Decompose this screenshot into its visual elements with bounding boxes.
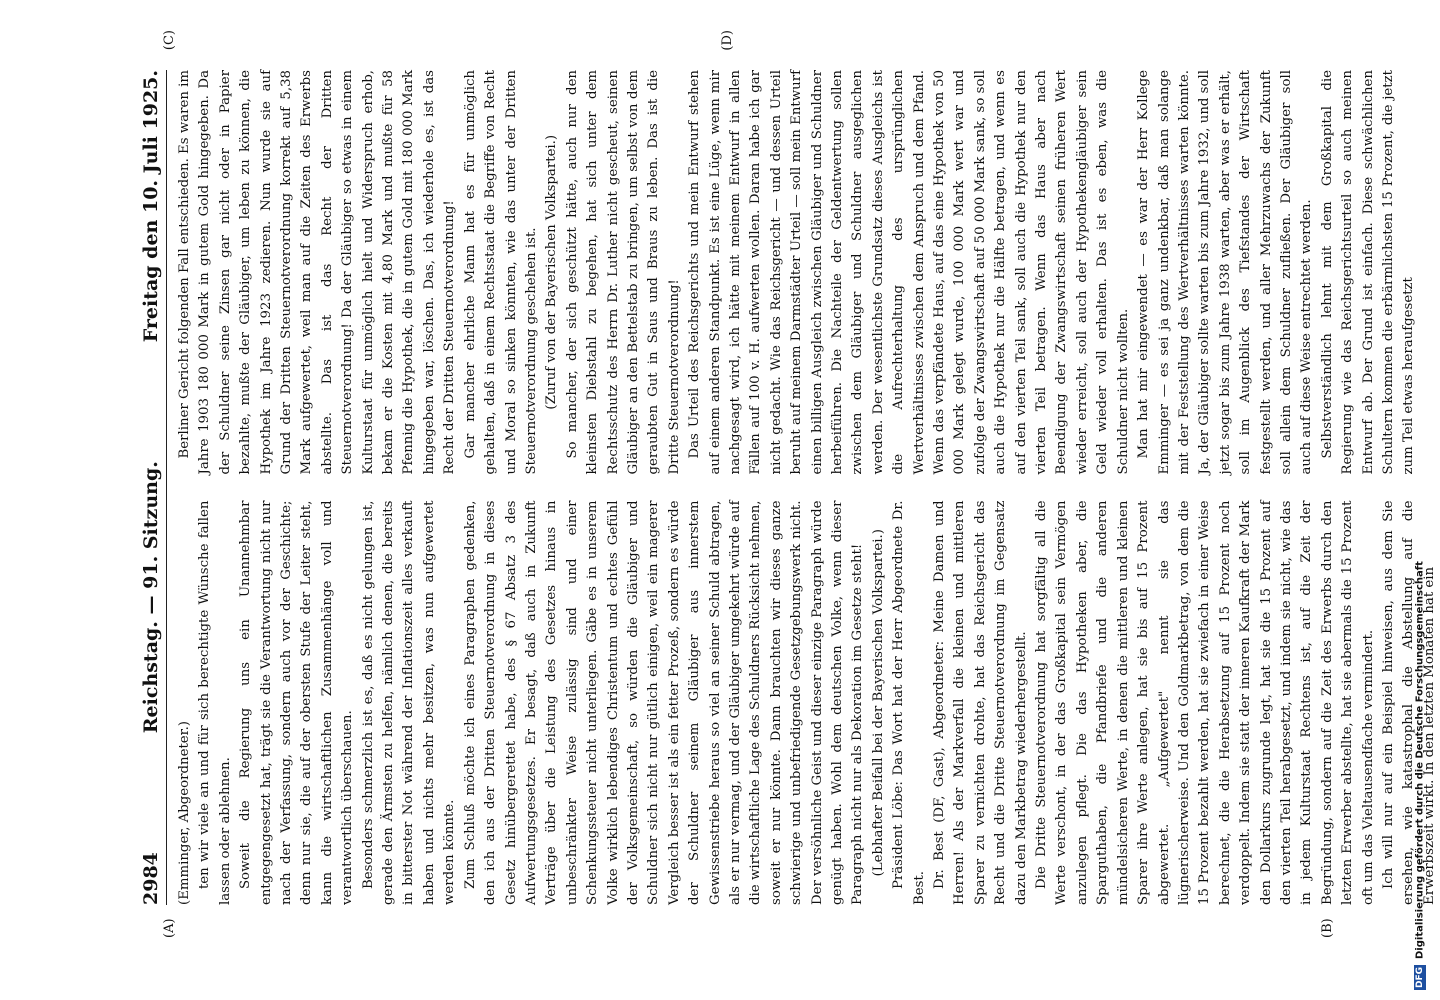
page-header: [140, 70, 167, 905]
margin-mark-d: (D): [720, 30, 735, 51]
document-page: [100, 0, 1437, 1000]
paragraph: Präsident Löbe: Das Wort hat der Herr Abgeordnete Dr. Best.: [891, 500, 927, 905]
paragraph: Ich will nur auf ein Beispiel hinweisen, aus dem Sie ersehen, wie katastrophal die Abstellung auf die Erwerbszeit wirkt. In den letzten Monaten hat ein: [1380, 500, 1437, 905]
paragraph: Berliner Gericht folgenden Fall entschieden. Es waren im Jahre 1903 180 000 Mark in gutem Gold hingegeben. Da der Schuldner seine Zinsen gar nicht oder in Papier bezahlte, mußte der Gläubiger, um leben zu können, die Hypothek im Jahre 1923 zedieren. Nun wurde sie auf Grund der Dritten Steuernotverordnung korrekt auf 5,38 Mark aufgewertet, weil man auf die Zeiten des Erwerbs abstellte. Das ist das Recht der Dritten Steuernotverordnung! Da der Gläubiger so etwas in einem Kulturstaat für unmöglich hielt und Widerspruch erhob, bekam er die Kosten mit 4,80 Mark und mußte für 58 Pfennig die Hypothek, die in gutem Gold mit 180 000 Mark hingegeben war, löschen. Das, ich wiederhole es, ist das Recht der Dritten Steuernotverordnung!: [177, 69, 458, 475]
header-title-right: Freitag den 10. Juli 1925.: [140, 70, 162, 343]
paragraph: Gar mancher ehrliche Mann hat es für unmöglich gehalten, daß in einem Rechtsstaat die Begriffe von Recht und Moral so sinken könnten, wie das unter der Dritten Steuernotverordnung geschehen ist.: [462, 70, 539, 475]
paragraph: ten wir viele an und für sich berechtigte Wünsche fallen lassen oder ablehnen.: [197, 500, 233, 905]
paragraph: Zum Schluß möchte ich eines Paragraphen gedenken, den ich aus der Dritten Steuernotverordnung in dieses Gesetz hinübergerettet habe, des § 67 Absatz 3 des Aufwertungsgesetzes. Er besagt, daß auch in Zukunft Verträge über die Leistung des Gesetzes hinaus in unbeschränkter Weise zulässig sind und einer Schenkungssteuer nicht unterliegen. Gäbe es in unserem Volke wirklich lebendiges Christentum und echtes Gefühl der Volksgemeinschaft, so würden die Gläubiger und Schuldner sich nicht nur gütlich einigen, weil ein magerer Vergleich besser ist als ein fetter Prozeß, sondern es würde der Schuldner seinem Gläubiger aus innerstem Gewissenstriebe heraus so viel an seiner Schuld abtragen, als er nur vermag, und der Gläubiger umgekehrt würde auf die wirtschaftliche Lage des Schuldners Rücksicht nehmen, soweit er nur könnte. Dann brauchten wir dieses ganze schwierige und unbefriedigende Gesetzgebungswerk nicht. Der versöhnliche Geist und dieser einzige Paragraph würde genügt haben. Wohl dem deutschen Volke, wenn dieser Paragraph nicht nur als Dekoration im Gesetze steht!: [462, 500, 866, 905]
paragraph: (Lebhafter Beifall bei der Bayerischen Volkspartei.): [870, 529, 886, 877]
paragraph: Das Urteil des Reichsgerichts und mein Entwurf stehen auf einem anderen Standpunkt. Es ist eine Lüge, wenn mir nachgesagt wird, ich hätte mit meinem Entwurf in allen Fällen auf 100 v. H. aufwerten wollen. Daran habe ich gar nicht gedacht. Wie das Reichsgericht — und dessen Urteil beruht auf meinem Darmstädter Urteil — soll mein Entwurf einen billigen Ausgleich zwischen Gläubiger und Schuldner herbeiführen. Die Nachteile der Geldentwertung sollen zwischen dem Gläubiger und Schuldner ausgeglichen werden. Der wesentlichste Grundsatz dieses Ausgleichs ist die Aufrechterhaltung des ursprünglichen Wertverhältnisses zwischen dem Anspruch und dem Pfand. Wenn das verpfändete Haus, auf das eine Hypothek von 50 000 Mark gelegt wurde, 100 000 Mark wert war und zufolge der Zwangswirtschaft auf 50 000 Mark sank, so soll auch die Hypothek nur die Hälfte betragen, und wenn es auf den vierten Teil sank, soll auch die Hypothek nur den vierten Teil betragen. Wenn das Haus aber nach Beendigung der Zwangswirtschaft seinen früheren Wert wieder erreicht, soll auch der Hypothekengläubiger sein Geld wieder voll erhalten. Das ist es eben, was die Schuldner nicht wollten.: [687, 70, 1131, 475]
margin-mark-b: (B): [1320, 918, 1335, 938]
paragraph: (Zuruf von der Bayerischen Volkspartei.): [544, 134, 560, 410]
margin-mark-a: (A): [162, 918, 177, 938]
paragraph: So mancher, der sich geschützt hätte, auch nur den kleinsten Diebstahl zu begehen, hat sich unter dem Rechtsschutz des Herrn Dr. Luther nicht gescheut, seinen Gläubiger an den Bettelstab zu bringen, um selbst von dem geraubten Gut in Saus und Braus zu leben. Das ist die Dritte Steuernotverordnung!: [564, 70, 682, 475]
digitization-text: Digitalisierung gefördert durch die Deutsche Forschungsgemeinschaft: [1414, 561, 1426, 959]
margin-mark-c: (C): [162, 30, 177, 51]
dfg-logo: DFG: [1415, 966, 1425, 988]
paragraph: Selbstverständlich lehnt mit dem Großkapital die Regierung wie das Reichsgerichtsurteil so auch meinen Entwurf ab. Der Grund ist einfach. Diese schwächlichen Schultern kommen die erbärmlichsten 15 Prozent, die jetzt zum Teil etwas heraufgesetzt: [1319, 70, 1417, 475]
paragraph: Besonders schmerzlich ist es, daß es nicht gelungen ist, gerade den Ärmsten zu helfen, nämlich denen, die bereits in bitterster Not während der Inflationszeit alles verkauft haben und nichts mehr besitzen, was nun aufgewertet werden könnte.: [360, 500, 458, 905]
page-number: 2984: [140, 852, 162, 905]
header-title-left: Reichstag. — 91. Sitzung.: [140, 461, 162, 734]
right-column: [175, 69, 1417, 475]
paragraph: Die Dritte Steuernotverordnung hat sorgfältig all die Werte verschont, in der das Großkapital sein Vermögen anzulegen pflegt. Die das Hypotheken aber, die Sparguthaben, die Pfandbriefe und die anderen mündelsicheren Werte, in denen die mittleren und kleinen Sparer ihre Werte anlegen, hat sie bis auf 15 Prozent abgewertet. „Aufgewertet" nennt sie das lügnerischerweise. Und den Goldmarkbetrag, von dem die 15 Prozent bezahlt werden, hat sie zwiefach in einer Weise berechnet, die die Herabsetzung auf 15 Prozent noch verdoppelt. Indem sie statt der inneren Kaufkraft der Mark den Dollarkurs zugrunde legt, hat sie die 15 Prozent auf den vierten Teil herabgesetzt, und indem sie nicht, wie das in jedem Kulturstaat Rechtens ist, auf die Zeit der Begründung, sondern auf die Zeit des Erwerbs durch den letzten Erwerber abstellte, hat sie abermals die 15 Prozent oft um das Vieltausendfache vermindert.: [1034, 500, 1376, 905]
paragraph: Soweit die Regierung uns ein Unannehmbar entgegengesetzt hat, trägt sie die Verantwortung nicht nur nach der Verfassung, sondern auch vor der Geschichte; denn nur sie, die auf der obersten Stufe der Leiter steht, kann die wirtschaftlichen Zusammenhänge voll und verantwortlich überschauen.: [238, 500, 356, 905]
paragraph: Dr. Best (DF, Gast), Abgeordneter: Meine Damen und Herren! Als der Markverfall die kleinen und mittleren Sparer zu vernichten drohte, hat das Reichsgericht das Recht und die Dritte Steuernotverordnung im Gegensatz dazu den Markbetrag wiederhergestellt.: [932, 500, 1029, 905]
paragraph: (Emminger, Abgeordneter.): [177, 721, 192, 905]
paragraph: Man hat mir eingewendet — es war der Herr Kollege Emminger — es sei ja ganz undenkbar, daß man solange mit der Feststellung des Wertverhältnisses warten könnte. Ja, der Gläubiger sollte warten bis zum Jahre 1932, und soll jetzt sogar bis zum Jahre 1938 warten, aber was er erhält, soll im Augenblick des Tiefstandes der Wirtschaft festgestellt werden, und aller Mehrzuwachs der Zukunft soll allein dem Schuldner zufließen. Der Gläubiger soll auch auf diese Weise entrechtet werden.: [1136, 70, 1315, 475]
